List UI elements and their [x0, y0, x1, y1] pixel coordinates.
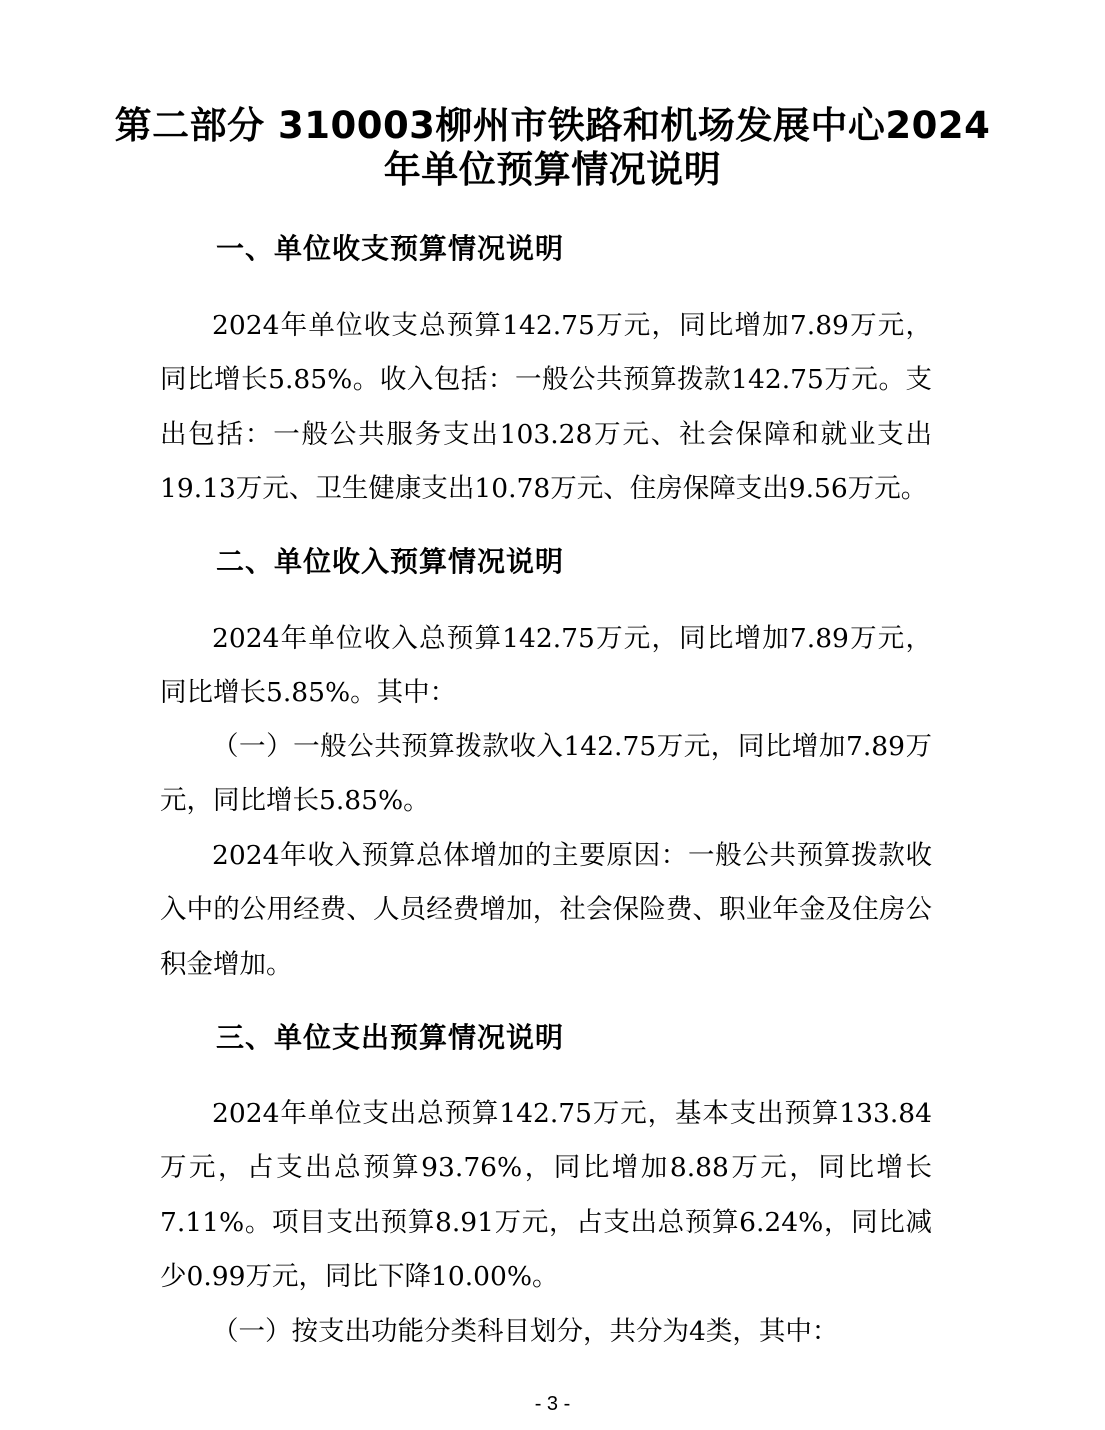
page-number: - 3 - [534, 1393, 571, 1415]
paragraph-income-increase-reason: 2024年收入预算总体增加的主要原因：一般公共预算拨款收入中的公用经费、人员经费增加，社会保险费、职业年金及住房公积金增加。 [160, 840, 932, 980]
paragraph-expenditure-by-function: （一）按支出功能分类科目划分，共分为4类，其中： [212, 1316, 839, 1347]
section-heading-income: 二、单位收入预算情况说明 [216, 545, 565, 578]
paragraph-income-summary: 2024年单位收入总预算142.75万元，同比增加7.89万元，同比增长5.85%。其中： [160, 623, 932, 709]
paragraph-expenditure-summary: 2024年单位支出总预算142.75万元，基本支出预算133.84万元，占支出总预算93.76%，同比增加8.88万元，同比增长7.11%。项目支出预算8.91万元，占支出总预算6.24%，同比减少0.99万元，同比下降10.00%。 [160, 1098, 932, 1293]
paragraph-income-expenditure-summary: 2024年单位收支总预算142.75万元，同比增加7.89万元，同比增长5.85%。收入包括：一般公共预算拨款142.75万元。支出包括：一般公共服务支出103.28万元、社会保障和就业支出19.13万元、卫生健康支出10.78万元、住房保障支出9.56万元。 [160, 310, 932, 505]
page-title: 第二部分 310003柳州市铁路和机场发展中心2024年单位预算情况说明 [114, 104, 991, 191]
paragraph-income-general-budget: （一）一般公共预算拨款收入142.75万元，同比增加7.89万元，同比增长5.85%。 [160, 731, 932, 817]
section-heading-expenditure: 三、单位支出预算情况说明 [216, 1021, 565, 1054]
section-heading-income-expenditure: 一、单位收支预算情况说明 [216, 232, 565, 265]
